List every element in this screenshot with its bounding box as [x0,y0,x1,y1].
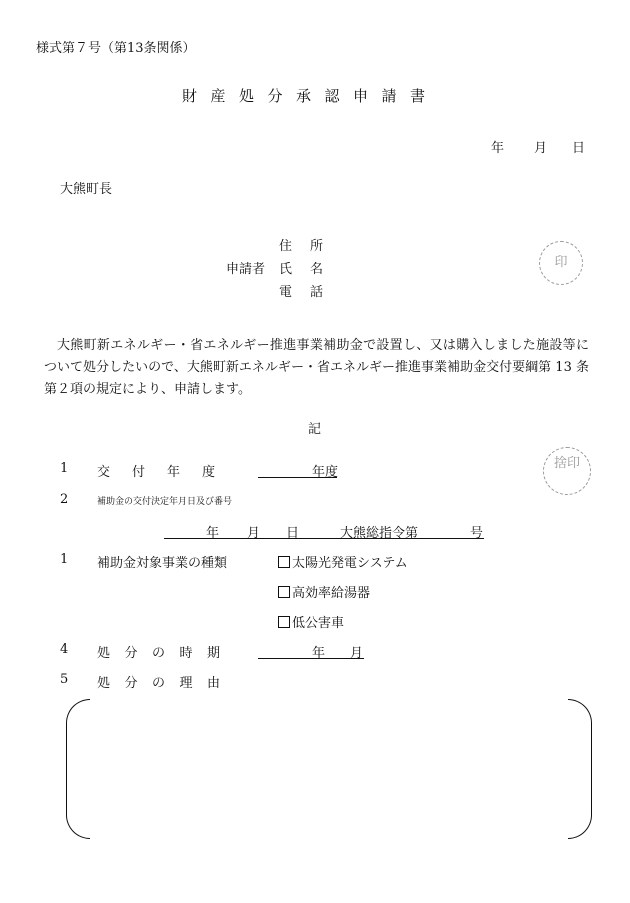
decision-number-suffix: 号 [470,526,484,541]
decision-day: 日 [286,526,300,541]
date-month-label: 月 [534,141,548,156]
checkbox[interactable] [278,616,290,628]
disposal-reason-field[interactable] [92,705,566,833]
document-title: 財産処分承認申請書 [182,87,439,105]
item-number: 2 [60,492,69,507]
fiscal-year-field[interactable] [258,461,337,478]
decision-month: 月 [247,526,261,541]
date-year-label: 年 [491,141,505,156]
project-option-water-heater[interactable] [278,582,370,601]
form-number: 様式第７号（第13条関係） [36,41,196,56]
item-number: 5 [60,672,69,687]
ki-heading: 記 [308,422,322,437]
decision-office: 大熊総指令第 [340,526,419,541]
name-label: 氏名 [279,262,342,277]
project-option-solar[interactable] [278,552,408,571]
option-label: 高効率給湯器 [292,586,371,601]
disposal-time-label: 処分の時期 [97,646,235,661]
option-label: 低公害車 [292,616,345,631]
application-body-text: 大熊町新エネルギー・省エネルギー推進事業補助金で設置し、又は購入しました施設等について処分したいので、大熊町新エネルギー・省エネルギー推進事業補助金交付要綱第 13 条第２項の規定により、申請します。 [44,338,589,397]
item-number: 4 [60,642,69,657]
option-label: 太陽光発電システム [292,556,408,571]
decision-field[interactable] [164,522,484,539]
project-type-label: 補助金対象事業の種類 [97,556,228,571]
fiscal-year-suffix: 年度 [312,465,339,480]
decision-label: 補助金の交付決定年月日及び番号 [97,497,233,507]
discard-seal-mark: 捨印 [543,447,591,495]
seal-mark: 印 [539,241,583,285]
item-number: 1 [60,552,69,567]
disposal-year: 年 [312,646,326,661]
phone-label: 電話 [279,285,342,300]
checkbox[interactable] [278,556,290,568]
disposal-time-field[interactable] [258,642,364,659]
application-body [44,335,589,401]
addressee: 大熊町長 [60,182,113,197]
address-label: 住所 [279,239,342,254]
applicant-label: 申請者 [226,262,266,277]
decision-year: 年 [206,526,220,541]
item-number: 1 [60,461,69,476]
project-option-low-emission-car[interactable] [278,612,344,631]
disposal-month: 月 [350,646,364,661]
checkbox[interactable] [278,586,290,598]
date-day-label: 日 [572,141,586,156]
reason-bracket-left [66,699,90,839]
disposal-reason-label: 処分の理由 [97,676,235,691]
reason-bracket-right [568,699,592,839]
fiscal-year-label: 交付年度 [97,465,238,480]
